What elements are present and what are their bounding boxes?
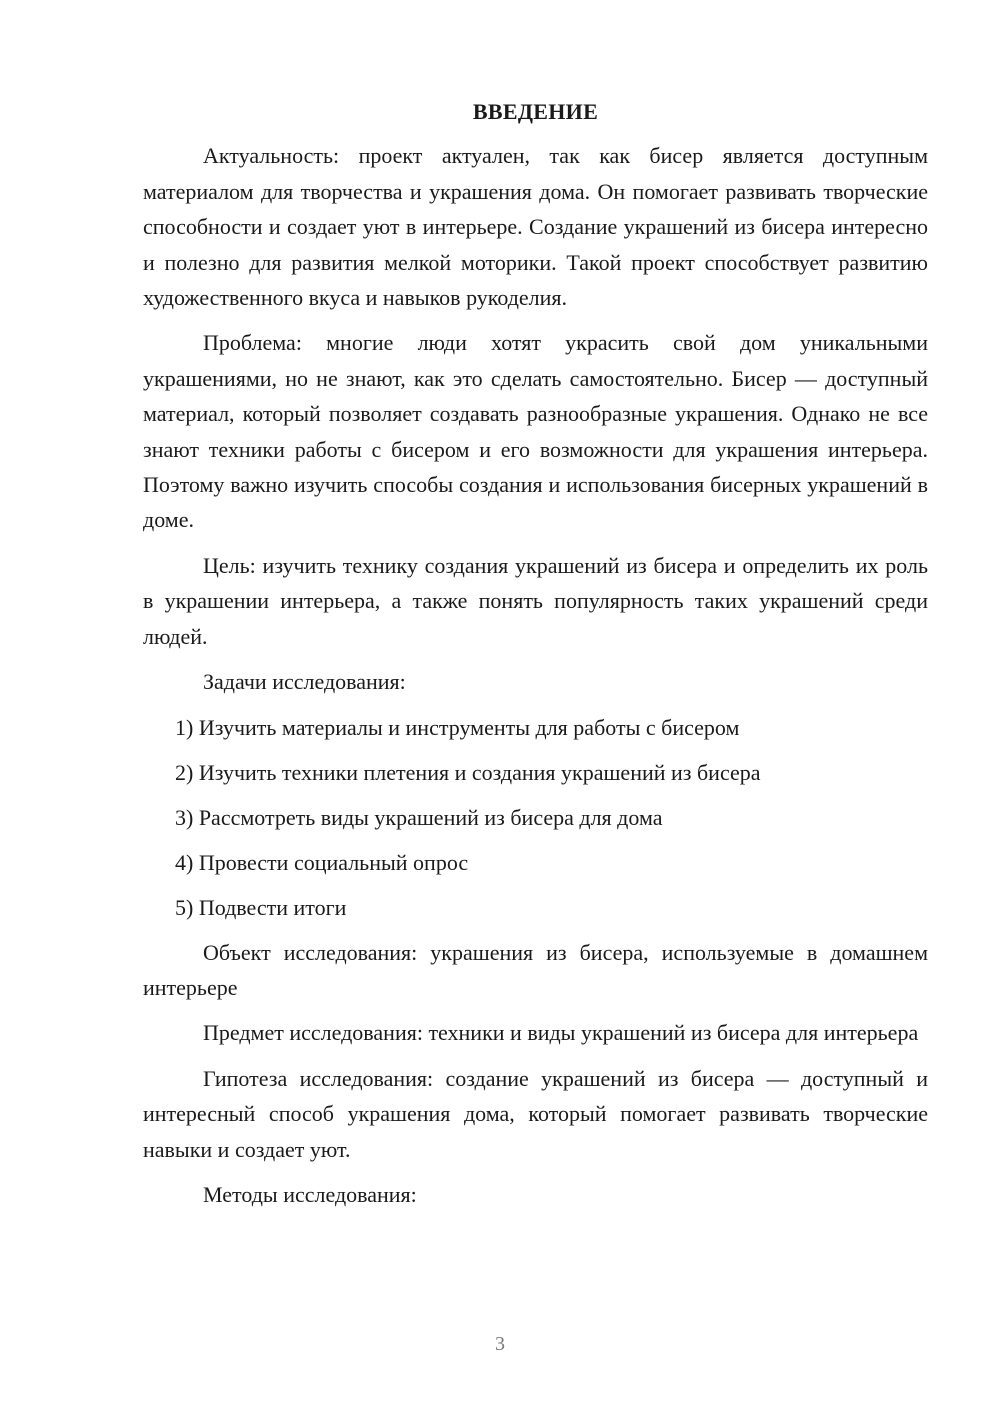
paragraph-problem: Проблема: многие люди хотят украсить свой дом уникальными украшениями, но не знают, как это сделать самостоятельно. Бисер — доступный материал, который позволяет создавать разнообразные украшения. Однако не все знают техники работы с бисером и его возможности для украшения интерьера. Поэтому важно изучить способы создания и использования бисерных украшений в доме.	[143, 330, 928, 533]
task-item: 3) Рассмотреть виды украшений из бисера для дома	[175, 804, 663, 830]
paragraph-object: Объект исследования: украшения из бисера, используемые в домашнем интерьере	[143, 939, 928, 1000]
tasks-heading: Задачи исследования:	[203, 669, 406, 695]
page-number: 3	[495, 1333, 505, 1355]
paragraph-subject: Предмет исследования: техники и виды украшений из бисера для интерьера	[203, 1020, 919, 1046]
paragraph-goal: Цель: изучить технику создания украшений из бисера и определить их роль в украшении интерьера, а также понять популярность таких украшений среди людей.	[143, 552, 928, 649]
paragraph-relevance: Актуальность: проект актуален, так как бисер является доступным материалом для творчества и украшения дома. Он помогает развивать творческие способности и создает уют в интерьере. Создание украшений из бисера интересно и полезно для развития мелкой моторики. Такой проект способствует развитию художественного вкуса и навыков рукоделия.	[143, 143, 928, 311]
task-item: 1) Изучить материалы и инструменты для работы с бисером	[175, 714, 740, 740]
task-item: 4) Провести социальный опрос	[175, 849, 469, 875]
task-list	[143, 710, 928, 925]
paragraph-hypothesis: Гипотеза исследования: создание украшений из бисера — доступный и интересный способ украшения дома, который помогает развивать творческие навыки и создает уют.	[143, 1065, 928, 1162]
task-item: 5) Подвести итоги	[175, 894, 347, 920]
methods-heading: Методы исследования:	[203, 1181, 417, 1207]
page-body	[143, 94, 928, 1222]
task-item: 2) Изучить техники плетения и создания украшений из бисера	[175, 759, 761, 785]
page-title: ВВЕДЕНИЕ	[472, 99, 599, 124]
